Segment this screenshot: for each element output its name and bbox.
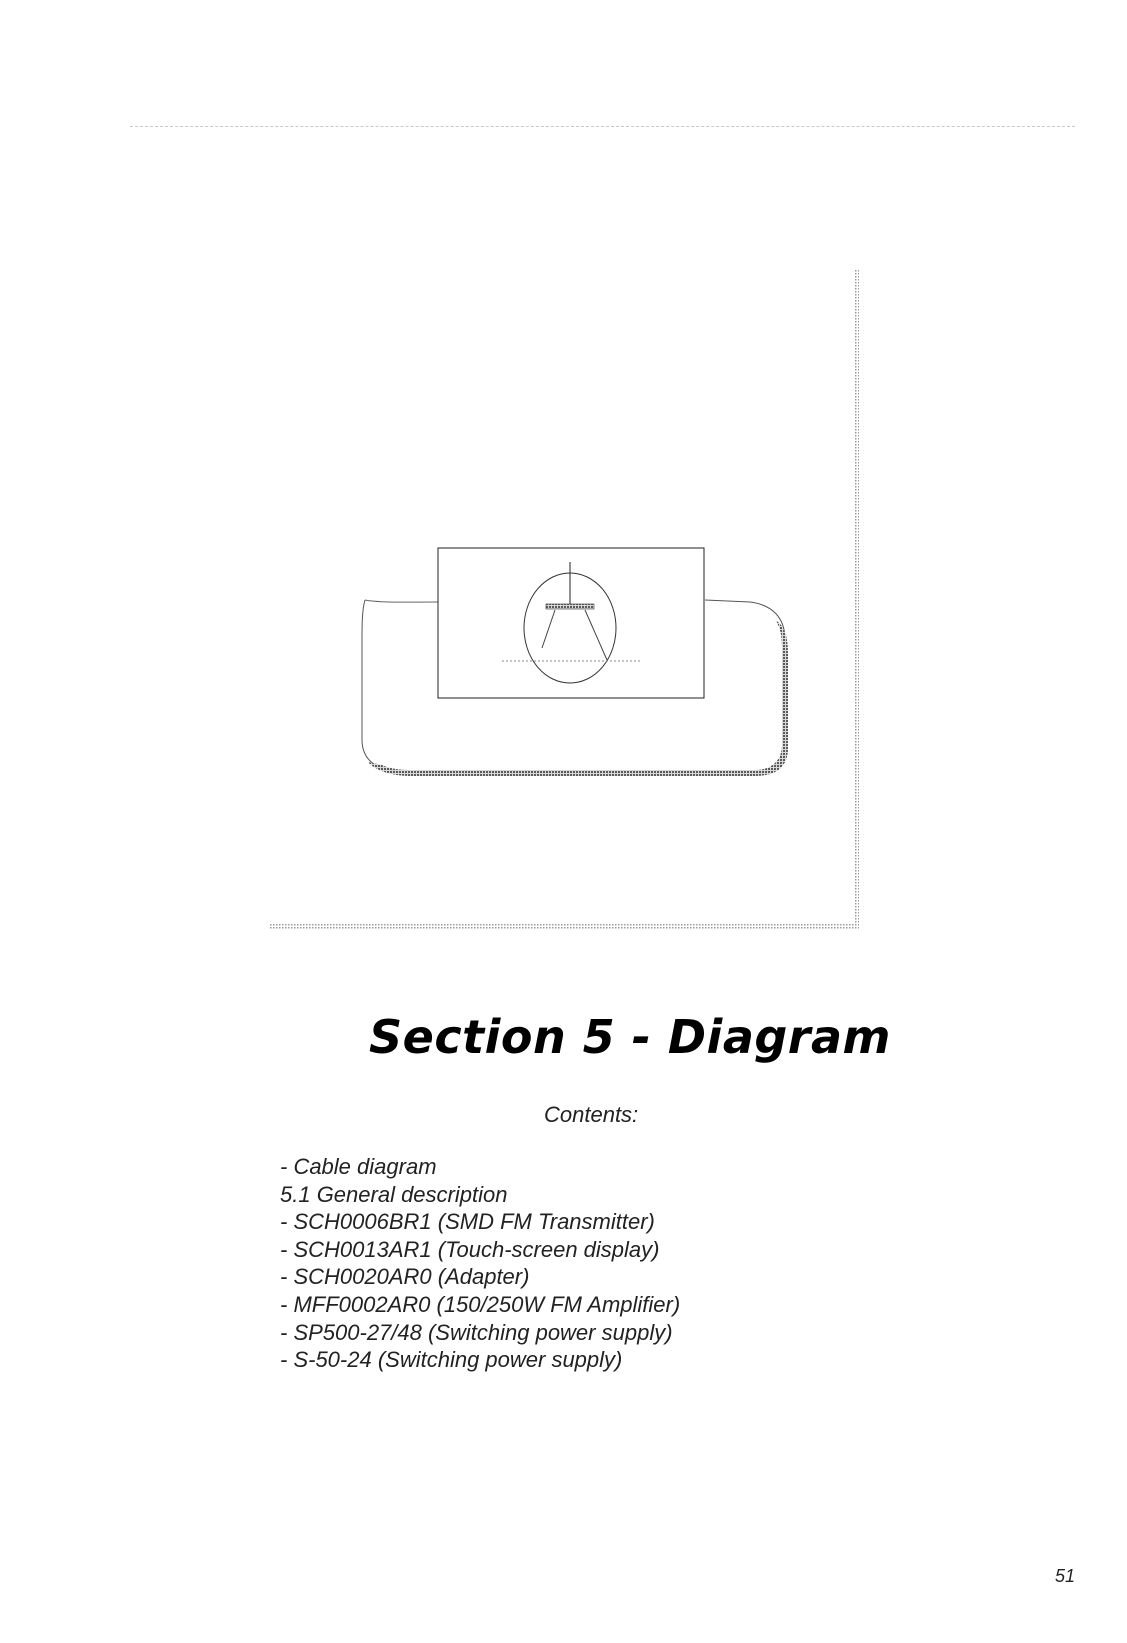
contents-item: - MFF0002AR0 (150/250W FM Amplifier) (280, 1291, 681, 1317)
header-rule (130, 126, 1075, 127)
section-illustration (270, 270, 910, 970)
contents-item: - SCH0020AR0 (Adapter) (280, 1264, 530, 1290)
page-number: 51 (1054, 1566, 1075, 1586)
contents-item: 5.1 General description (280, 1181, 508, 1207)
contents-item: - S-50-24 (Switching power supply) (280, 1347, 623, 1373)
contents-item: - SCH0006BR1 (SMD FM Transmitter) (280, 1209, 655, 1235)
frame-shadow-right (854, 270, 859, 930)
base-plate-left-cap (365, 600, 438, 602)
device-screen (438, 548, 704, 698)
section-title: Section 5 - Diagram (369, 1010, 891, 1064)
contents-item: - Cable diagram (280, 1154, 437, 1179)
contents-item: - SCH0013AR1 (Touch-screen display) (280, 1236, 660, 1262)
contents-list (280, 1153, 680, 1374)
contents-label: Contents: (544, 1102, 639, 1127)
contents-item: - SP500-27/48 (Switching power supply) (280, 1319, 673, 1345)
frame-shadow-bottom (270, 923, 859, 930)
